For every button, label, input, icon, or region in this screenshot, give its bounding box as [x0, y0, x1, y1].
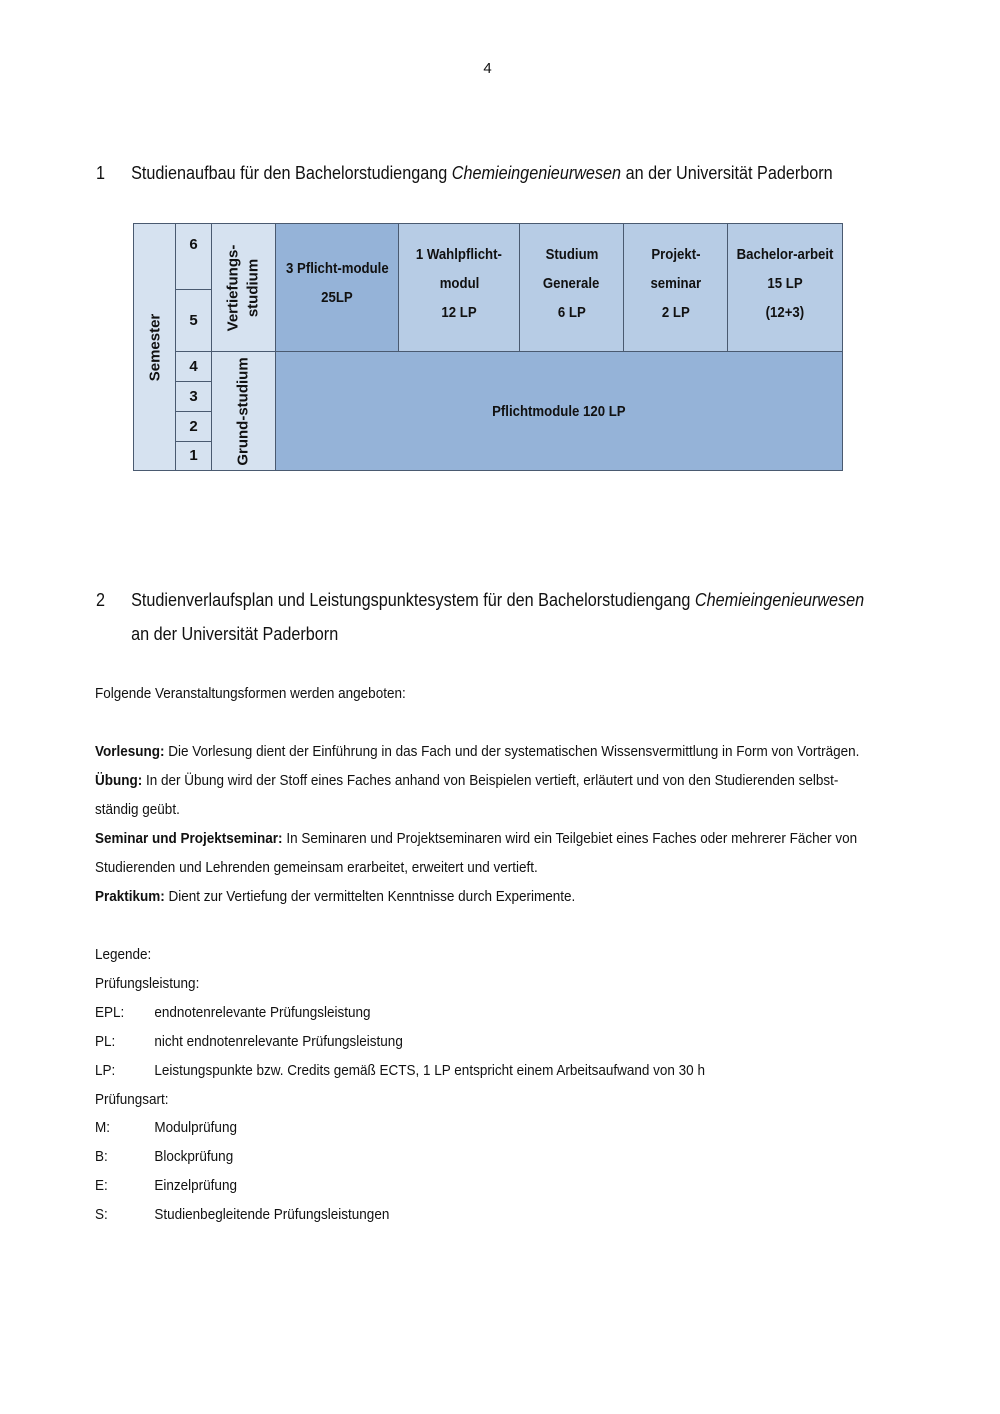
pl-text: nicht endnotenrelevante Prüfungsleistung [154, 1033, 403, 1050]
projektseminar-line-1: Projekt- [650, 246, 701, 263]
studium-generale-line-2: Generale [543, 275, 600, 292]
page-number: 4 [483, 60, 492, 77]
e-abbr: E: [95, 1177, 108, 1194]
wahlpflicht-line-1: 1 Wahlpflicht- [415, 246, 503, 263]
m-text: Modulprüfung [154, 1119, 237, 1136]
uebung-text: In der Übung wird der Stoff eines Faches anhand von Beispielen vertieft, erläutert und von den Studierenden selbst-ständig geübt. [95, 772, 839, 818]
legend-pl [95, 1027, 403, 1056]
bachelorarbeit-line-1: Bachelor-arbeit [736, 246, 834, 263]
grundstudium [211, 351, 276, 471]
vertiefung-line-1: Vertiefungs- [224, 244, 242, 331]
projektseminar-line-2: seminar [650, 275, 701, 292]
section-2-number: 2 [96, 590, 106, 610]
legend-b [95, 1142, 233, 1171]
wahlpflicht-line-3: 12 LP [441, 304, 477, 321]
semester-column [133, 223, 176, 471]
study-structure-diagram [133, 223, 843, 471]
vorlesung-term: Vorlesung: [95, 743, 165, 760]
bachelorarbeit [727, 223, 843, 352]
section-2-title [131, 583, 878, 651]
section-1-title-pre: Studienaufbau für den Bachelorstudiengang [131, 163, 452, 183]
e-text: Einzelprüfung [154, 1177, 237, 1194]
s-abbr: S: [95, 1206, 108, 1223]
praktikum-para [95, 882, 887, 911]
legend-epl [95, 998, 371, 1027]
pflichtmodule-120-label: Pflichtmodule 120 LP [492, 402, 626, 420]
studium-generale-line-3: 6 LP [557, 304, 586, 321]
pflichtmodule-3 [275, 223, 399, 352]
bachelorarbeit-line-3: (12+3) [765, 304, 805, 321]
section-2-title-pre: Studienverlaufsplan und Leistungspunktesystem für den Bachelorstudiengang [131, 590, 695, 610]
seminar-term: Seminar und Projektseminar: [95, 830, 283, 847]
seminar-text: In Seminaren und Projektseminaren wird ein Teilgebiet eines Faches oder mehrerer Fächer von Studierenden und Lehrenden gemeinsam erarbeitet, erweitert und vertieft. [95, 830, 858, 876]
s-text: Studienbegleitende Prüfungsleistungen [154, 1206, 390, 1223]
semester-1: 1 [175, 441, 212, 471]
uebung-term: Übung: [95, 772, 143, 789]
pflichtmodule-120 [275, 351, 843, 471]
wahlpflicht-line-2: modul [439, 275, 479, 292]
legend-m [95, 1113, 237, 1142]
section-1-title-em: Chemieingenieurwesen [451, 163, 622, 183]
legend-pruefungsleistung: Prüfungsleistung: [95, 975, 200, 992]
vertiefungsstudium [211, 223, 276, 352]
epl-abbr: EPL: [95, 1004, 125, 1021]
vorlesung-text: Die Vorlesung dient der Einführung in das Fach und der systematischen Wissensvermittlung in Form von Vorträgen. [164, 743, 860, 760]
lp-text: Leistungspunkte bzw. Credits gemäß ECTS, 1 LP entspricht einem Arbeitsaufwand von 30 h [154, 1062, 705, 1079]
pl-abbr: PL: [95, 1033, 116, 1050]
studium-generale-line-1: Studium [545, 246, 598, 263]
vorlesung-para [95, 737, 887, 766]
section-2-title-line-2: an der Universität Paderborn [131, 624, 339, 644]
b-text: Blockprüfung [154, 1148, 234, 1165]
section-1-title [131, 156, 878, 190]
pflicht3-line-1: 3 Pflicht-module [285, 260, 389, 277]
seminar-para [95, 824, 887, 882]
semester-4: 4 [175, 351, 212, 382]
praktikum-text: Dient zur Vertiefung der vermittelten Kenntnisse durch Experimente. [164, 888, 576, 905]
studium-generale [519, 223, 624, 352]
legend-lp [95, 1056, 705, 1085]
semester-6: 6 [175, 223, 212, 290]
bachelorarbeit-line-2: 15 LP [767, 275, 803, 292]
projektseminar-line-3: 2 LP [661, 304, 690, 321]
semester-3: 3 [175, 381, 212, 412]
pflicht3-line-2: 25LP [321, 289, 353, 306]
epl-text: endnotenrelevante Prüfungsleistung [154, 1004, 371, 1021]
intro-text: Folgende Veranstaltungsformen werden angeboten: [95, 685, 406, 702]
legend-title: Legende: [95, 946, 152, 963]
semester-label: Semester [146, 313, 164, 381]
legend-e [95, 1171, 237, 1200]
section-1-title-post: an der Universität Paderborn [621, 163, 833, 183]
semester-5: 5 [175, 289, 212, 352]
lp-abbr: LP: [95, 1062, 116, 1079]
section-1-heading [96, 156, 879, 190]
wahlpflichtmodul [398, 223, 520, 352]
vertiefungsstudium-label [224, 244, 264, 331]
m-abbr: M: [95, 1119, 111, 1136]
uebung-para [95, 766, 856, 824]
section-2-title-em: Chemieingenieurwesen [694, 590, 865, 610]
legend-pruefungsart: Prüfungsart: [95, 1091, 169, 1108]
praktikum-term: Praktikum: [95, 888, 165, 905]
semester-2: 2 [175, 411, 212, 442]
veranstaltungsformen [95, 737, 887, 911]
section-1-number: 1 [96, 163, 106, 183]
vertiefung-line-2: studium [244, 258, 262, 317]
legend-s [95, 1200, 389, 1229]
grundstudium-label: Grund-studium [235, 356, 253, 466]
projektseminar [623, 223, 728, 352]
section-2-heading [96, 583, 879, 651]
b-abbr: B: [95, 1148, 108, 1165]
